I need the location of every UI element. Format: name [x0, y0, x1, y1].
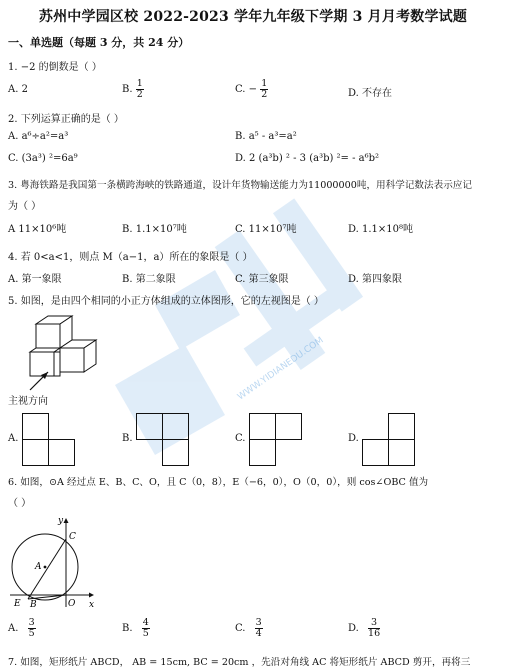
q2-option-b: B. a⁵ - a³=a² [235, 131, 297, 142]
q5-view-direction-caption: 主视方向 [8, 396, 48, 407]
q6-label-a: A [35, 562, 42, 572]
q5-option-a-figure [22, 412, 80, 468]
q3-option-b: B. 1.1×10⁷吨 [122, 224, 187, 235]
q3-stem-line2: 为（ ） [8, 201, 42, 212]
q1-option-c: C. − $\frac{1}{2}$ [235, 78, 268, 100]
page-title: 苏州中学园区校 2022-2023 学年九年级下学期 3 月月考数学试题 [38, 9, 468, 25]
q6-label-x: x [89, 600, 95, 609]
q7-stem: 7. 如图，矩形纸片 ABCD， AB = 15cm, BC = 20cm ，先沿对角线 AC 将矩形纸片 ABCD 剪开，再将三 [8, 657, 471, 668]
q5-option-d-figure [362, 412, 420, 468]
q4-option-c: C. 第三象限 [235, 274, 289, 285]
q5-option-a-label: A. [8, 433, 19, 444]
q5-option-b-figure [136, 412, 194, 468]
q3-option-c: C. 11×10⁷吨 [235, 224, 297, 235]
q6-option-c: C. $\frac{3}{4}$ [235, 617, 262, 639]
q5-stem: 5. 如图，是由四个相同的小正方体组成的立体图形，它的左视图是（ ） [8, 296, 324, 307]
q3-option-d: D. 1.1×10⁸吨 [348, 224, 414, 235]
q4-option-d: D. 第四象限 [348, 274, 403, 285]
q6-label-e: E [14, 599, 21, 609]
q1-stem: 1. −2 的倒数是（ ） [8, 62, 102, 73]
q6-option-b: B. $\frac{4}{5}$ [122, 617, 149, 639]
q6-circle-figure [6, 515, 102, 609]
q2-stem: 2. 下列运算正确的是（ ） [8, 114, 124, 125]
watermark-url: WWW.YIDIANEDU.COM [235, 335, 326, 403]
q2-option-d: D. 2 (a³b) ² - 3 (a³b) ²= - a⁶b² [235, 153, 380, 164]
q6-option-d: D. $\frac{3}{16}$ [348, 617, 381, 639]
q6-stem-line1: 6. 如图，⊙A 经过点 E、B、C、O，且 C（0，8），E（−6，0），O（0，0），则 cos∠OBC 值为 [8, 477, 429, 488]
q6-label-c: C [69, 532, 76, 542]
q4-option-a: A. 第一象限 [8, 274, 62, 285]
q5-option-c-label: C. [235, 433, 246, 444]
q3-option-a: A 11×10⁶吨 [8, 224, 67, 235]
q4-stem: 4. 若 0<a<1，则点 M（a−1，a）所在的象限是（ ） [8, 252, 253, 263]
q6-stem-line2: （ ） [8, 498, 32, 509]
q1-option-d: D. 不存在 [348, 88, 393, 99]
q4-option-b: B. 第二象限 [122, 274, 176, 285]
q1-option-a: A. 2 [8, 84, 28, 95]
q6-c-fraction: $\frac{3}{4}$ [255, 617, 262, 639]
q6-label-b: B [30, 600, 37, 609]
q2-option-a: A. a⁶÷a²=a³ [8, 131, 69, 142]
q6-d-fraction: $\frac{3}{16}$ [368, 617, 381, 639]
q6-option-a: A. $\frac{3}{5}$ [8, 617, 35, 639]
q1-b-fraction: $\frac{1}{2}$ [136, 78, 143, 100]
q6-label-y: y [58, 516, 64, 526]
q5-option-d-label: D. [348, 433, 359, 444]
q5-option-c-figure [249, 412, 307, 468]
q6-b-fraction: $\frac{4}{5}$ [142, 617, 149, 639]
q1-option-b: B. $\frac{1}{2}$ [122, 78, 143, 100]
q6-label-o: O [68, 599, 76, 609]
q6-a-fraction: $\frac{3}{5}$ [28, 617, 35, 639]
q5-cube-figure [8, 312, 108, 398]
q3-stem-line1: 3. 粤海铁路是我国第一条横跨海峡的铁路通道，设计年货物输送能力为11000000吨，用科学记数法表示应记 [8, 180, 472, 191]
q2-option-c: C. (3a³) ²=6a⁹ [8, 153, 78, 164]
q5-option-b-label: B. [122, 433, 133, 444]
q1-c-fraction: $\frac{1}{2}$ [261, 78, 268, 100]
section-heading: 一、单选题（每题 3 分，共 24 分） [8, 36, 190, 49]
